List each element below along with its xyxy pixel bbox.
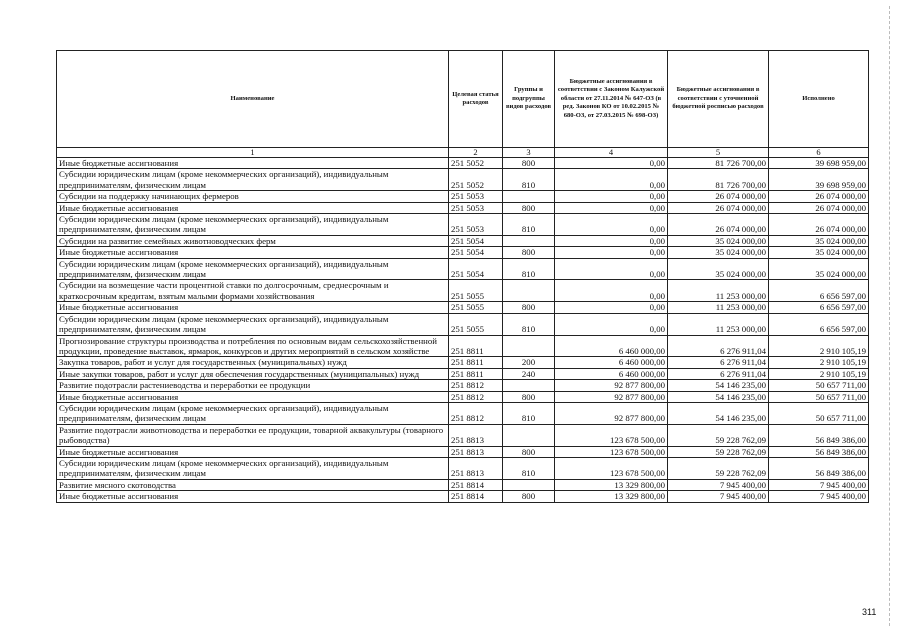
column-number-row	[57, 148, 869, 158]
row-name: Субсидии на поддержку начинающих фермеров	[57, 191, 449, 202]
table-row	[57, 214, 869, 236]
row-name: Субсидии юридическим лицам (кроме некоммерческих организаций), индивидуальным предпринимателям, физическим лицам	[57, 169, 449, 191]
row-name: Иные бюджетные ассигнования	[57, 446, 449, 457]
row-group	[503, 280, 555, 302]
table-row	[57, 158, 869, 169]
row-law-amount: 0,00	[555, 258, 668, 280]
row-group: 800	[503, 302, 555, 313]
scan-edge-line	[889, 6, 890, 626]
row-law-amount: 0,00	[555, 158, 668, 169]
column-number: 1	[57, 148, 449, 158]
column-number: 4	[555, 148, 668, 158]
row-group: 810	[503, 457, 555, 479]
row-code: 251 8811	[449, 368, 503, 379]
row-code: 251 5055	[449, 302, 503, 313]
table-row	[57, 479, 869, 490]
row-refined-amount: 7 945 400,00	[668, 479, 769, 490]
header-executed: Исполнено	[769, 51, 869, 148]
row-name: Субсидии юридическим лицам (кроме некоммерческих организаций), индивидуальным предпринимателям, физическим лицам	[57, 457, 449, 479]
row-law-amount: 0,00	[555, 247, 668, 258]
table-row	[57, 457, 869, 479]
row-executed-amount: 6 656 597,00	[769, 280, 869, 302]
row-name: Иные бюджетные ассигнования	[57, 158, 449, 169]
row-group	[503, 235, 555, 246]
row-executed-amount: 39 698 959,00	[769, 169, 869, 191]
row-code: 251 8812	[449, 402, 503, 424]
row-law-amount: 123 678 500,00	[555, 457, 668, 479]
row-refined-amount: 6 276 911,04	[668, 335, 769, 357]
table-row	[57, 380, 869, 391]
row-refined-amount: 11 253 000,00	[668, 280, 769, 302]
row-refined-amount: 7 945 400,00	[668, 491, 769, 502]
row-code: 251 5055	[449, 280, 503, 302]
row-refined-amount: 54 146 235,00	[668, 391, 769, 402]
row-code: 251 5054	[449, 235, 503, 246]
row-name: Иные бюджетные ассигнования	[57, 391, 449, 402]
row-law-amount: 0,00	[555, 169, 668, 191]
row-executed-amount: 7 945 400,00	[769, 491, 869, 502]
row-group	[503, 335, 555, 357]
row-name: Субсидии юридическим лицам (кроме некоммерческих организаций), индивидуальным предпринимателям, физическим лицам	[57, 258, 449, 280]
row-group: 200	[503, 357, 555, 368]
row-group: 810	[503, 402, 555, 424]
row-name: Закупка товаров, работ и услуг для государственных (муниципальных) нужд	[57, 357, 449, 368]
table-row	[57, 446, 869, 457]
table-row	[57, 202, 869, 213]
header-name: Наименование	[57, 51, 449, 148]
row-code: 251 8812	[449, 380, 503, 391]
header-row	[57, 51, 869, 148]
row-name: Субсидии на возмещение части процентной ставки по долгосрочным, среднесрочным и краткосрочным кредитам, взятым малыми формами хозяйствования	[57, 280, 449, 302]
row-refined-amount: 11 253 000,00	[668, 313, 769, 335]
table-row	[57, 402, 869, 424]
row-name: Субсидии на развитие семейных животноводческих ферм	[57, 235, 449, 246]
table-row	[57, 313, 869, 335]
row-law-amount: 0,00	[555, 202, 668, 213]
row-law-amount: 0,00	[555, 280, 668, 302]
row-code: 251 8814	[449, 479, 503, 490]
row-code: 251 5053	[449, 191, 503, 202]
row-code: 251 5052	[449, 158, 503, 169]
row-law-amount: 123 678 500,00	[555, 424, 668, 446]
table-row	[57, 235, 869, 246]
column-number: 5	[668, 148, 769, 158]
row-executed-amount: 50 657 711,00	[769, 380, 869, 391]
table-row	[57, 335, 869, 357]
row-refined-amount: 54 146 235,00	[668, 402, 769, 424]
row-code: 251 5053	[449, 202, 503, 213]
row-code: 251 8811	[449, 335, 503, 357]
row-refined-amount: 81 726 700,00	[668, 169, 769, 191]
row-executed-amount: 50 657 711,00	[769, 391, 869, 402]
row-name: Прогнозирование структуры производства и потребления по основным видам сельскохозяйственной продукции, проведение выставок, ярмарок, конкурсов и других мероприятий в сельском хозяйстве	[57, 335, 449, 357]
row-executed-amount: 35 024 000,00	[769, 258, 869, 280]
row-law-amount: 6 460 000,00	[555, 335, 668, 357]
row-group: 800	[503, 202, 555, 213]
row-refined-amount: 26 074 000,00	[668, 202, 769, 213]
row-refined-amount: 35 024 000,00	[668, 247, 769, 258]
row-executed-amount: 26 074 000,00	[769, 214, 869, 236]
row-refined-amount: 11 253 000,00	[668, 302, 769, 313]
row-refined-amount: 54 146 235,00	[668, 380, 769, 391]
row-group: 810	[503, 169, 555, 191]
table-row	[57, 191, 869, 202]
table-row	[57, 258, 869, 280]
row-executed-amount: 35 024 000,00	[769, 247, 869, 258]
row-code: 251 8814	[449, 491, 503, 502]
row-name: Субсидии юридическим лицам (кроме некоммерческих организаций), индивидуальным предпринимателям, физическим лицам	[57, 313, 449, 335]
header-refined: Бюджетные ассигнования в соответствии с уточненной бюджетной росписью расходов	[668, 51, 769, 148]
row-refined-amount: 59 228 762,09	[668, 446, 769, 457]
row-law-amount: 13 329 800,00	[555, 491, 668, 502]
row-refined-amount: 59 228 762,09	[668, 424, 769, 446]
row-group: 800	[503, 247, 555, 258]
row-group: 810	[503, 258, 555, 280]
row-group: 800	[503, 158, 555, 169]
row-group: 800	[503, 491, 555, 502]
page-number: 311	[862, 607, 877, 617]
row-group: 810	[503, 313, 555, 335]
row-refined-amount: 26 074 000,00	[668, 191, 769, 202]
header-law: Бюджетные ассигнования в соответствии с Законом Калужской области от 27.11.2014 № 647-ОЗ (в ред. Законов КО от 10.02.2015 № 680-ОЗ, от 27.03.2015 № 698-ОЗ)	[555, 51, 668, 148]
row-law-amount: 0,00	[555, 214, 668, 236]
row-law-amount: 6 460 000,00	[555, 368, 668, 379]
row-group	[503, 424, 555, 446]
budget-table	[56, 50, 869, 503]
row-name: Развитие подотрасли животноводства и переработки ее продукции, товарной аквакультуры (товарного рыбоводства)	[57, 424, 449, 446]
row-group: 800	[503, 446, 555, 457]
column-number: 2	[449, 148, 503, 158]
row-executed-amount: 56 849 386,00	[769, 424, 869, 446]
row-executed-amount: 50 657 711,00	[769, 402, 869, 424]
row-name: Субсидии юридическим лицам (кроме некоммерческих организаций), индивидуальным предпринимателям, физическим лицам	[57, 402, 449, 424]
row-group	[503, 479, 555, 490]
row-name: Иные бюджетные ассигнования	[57, 491, 449, 502]
row-executed-amount: 39 698 959,00	[769, 158, 869, 169]
row-name: Развитие подотрасли растениеводства и переработки ее продукции	[57, 380, 449, 391]
row-executed-amount: 56 849 386,00	[769, 457, 869, 479]
row-executed-amount: 2 910 105,19	[769, 368, 869, 379]
row-law-amount: 92 877 800,00	[555, 402, 668, 424]
row-law-amount: 6 460 000,00	[555, 357, 668, 368]
table-row	[57, 302, 869, 313]
row-code: 251 5054	[449, 247, 503, 258]
table-row	[57, 357, 869, 368]
row-name: Иные бюджетные ассигнования	[57, 247, 449, 258]
row-group	[503, 191, 555, 202]
row-refined-amount: 6 276 911,04	[668, 357, 769, 368]
row-code: 251 8813	[449, 446, 503, 457]
row-group: 810	[503, 214, 555, 236]
row-law-amount: 92 877 800,00	[555, 391, 668, 402]
row-executed-amount: 2 910 105,19	[769, 335, 869, 357]
table-row	[57, 368, 869, 379]
column-number: 3	[503, 148, 555, 158]
row-code: 251 5052	[449, 169, 503, 191]
table-row	[57, 169, 869, 191]
row-group: 240	[503, 368, 555, 379]
row-name: Иные бюджетные ассигнования	[57, 202, 449, 213]
row-code: 251 8812	[449, 391, 503, 402]
column-number: 6	[769, 148, 869, 158]
table-row	[57, 424, 869, 446]
table-row	[57, 280, 869, 302]
row-law-amount: 0,00	[555, 191, 668, 202]
row-executed-amount: 26 074 000,00	[769, 191, 869, 202]
row-refined-amount: 26 074 000,00	[668, 214, 769, 236]
row-refined-amount: 6 276 911,04	[668, 368, 769, 379]
row-refined-amount: 59 228 762,09	[668, 457, 769, 479]
row-code: 251 8811	[449, 357, 503, 368]
row-law-amount: 0,00	[555, 313, 668, 335]
row-executed-amount: 56 849 386,00	[769, 446, 869, 457]
row-name: Субсидии юридическим лицам (кроме некоммерческих организаций), индивидуальным предпринимателям, физическим лицам	[57, 214, 449, 236]
table-row	[57, 391, 869, 402]
row-name: Развитие мясного скотоводства	[57, 479, 449, 490]
row-law-amount: 0,00	[555, 235, 668, 246]
header-group: Группы и подгруппы видов расходов	[503, 51, 555, 148]
row-code: 251 5055	[449, 313, 503, 335]
header-code: Целевая статья расходов	[449, 51, 503, 148]
row-executed-amount: 26 074 000,00	[769, 202, 869, 213]
row-law-amount: 92 877 800,00	[555, 380, 668, 391]
row-executed-amount: 7 945 400,00	[769, 479, 869, 490]
row-executed-amount: 6 656 597,00	[769, 313, 869, 335]
row-refined-amount: 35 024 000,00	[668, 235, 769, 246]
table-row	[57, 247, 869, 258]
row-group: 800	[503, 391, 555, 402]
row-code: 251 5053	[449, 214, 503, 236]
row-refined-amount: 81 726 700,00	[668, 158, 769, 169]
row-law-amount: 123 678 500,00	[555, 446, 668, 457]
row-executed-amount: 6 656 597,00	[769, 302, 869, 313]
row-code: 251 5054	[449, 258, 503, 280]
row-law-amount: 13 329 800,00	[555, 479, 668, 490]
table-row	[57, 491, 869, 502]
row-code: 251 8813	[449, 457, 503, 479]
row-name: Иные бюджетные ассигнования	[57, 302, 449, 313]
row-executed-amount: 35 024 000,00	[769, 235, 869, 246]
row-code: 251 8813	[449, 424, 503, 446]
row-law-amount: 0,00	[555, 302, 668, 313]
row-refined-amount: 35 024 000,00	[668, 258, 769, 280]
row-group	[503, 380, 555, 391]
row-name: Иные закупки товаров, работ и услуг для обеспечения государственных (муниципальных) нужд	[57, 368, 449, 379]
row-executed-amount: 2 910 105,19	[769, 357, 869, 368]
